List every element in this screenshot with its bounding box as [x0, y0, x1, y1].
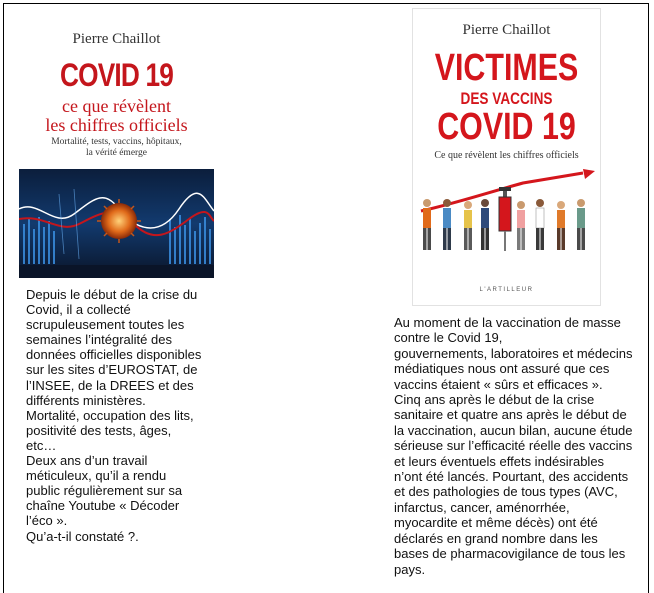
- text-line: infarctus, cancer, aménorrhée,: [394, 499, 570, 515]
- text-line: la vaccination, aucun bilan, aucune étude: [394, 422, 633, 438]
- text-line: Depuis le début de la crise du: [26, 287, 198, 302]
- book1-subtitle-line1: ce que révèlent: [62, 96, 171, 116]
- text-line: etc…: [26, 437, 57, 453]
- book1-description: [26, 287, 216, 544]
- book1-tagline-line1: Mortalité, tests, vaccins, hôpitaux,: [51, 137, 182, 147]
- text-line: Mortalité, occupation des lits,: [26, 407, 194, 423]
- book1-author: Pierre Chaillot: [72, 31, 161, 47]
- text-line: vaccins étaient « sûrs et efficaces ».: [394, 376, 603, 392]
- book1-subtitle-line2: les chiffres officiels: [45, 115, 188, 135]
- book1-tagline-line2: la vérité émerge: [85, 148, 147, 158]
- book2-description: [394, 315, 644, 577]
- text-line: sérieuse sur l’efficacité réelle des vaccins: [394, 438, 633, 454]
- text-line: Covid, il a collecté: [26, 302, 131, 318]
- text-line: sur les sites d’EUROSTAT, de: [26, 362, 198, 378]
- text-line: semaines l’intégralité des: [26, 332, 172, 348]
- text-line: méticuleux, qu’il a rendu: [26, 468, 167, 484]
- text-line: l’éco ».: [26, 513, 68, 529]
- book2-publisher: L'ARTILLEUR: [479, 287, 534, 293]
- text-line: public régulièrement sur sa: [26, 483, 183, 499]
- book-cover-covid19[interactable]: [19, 17, 214, 278]
- text-line: gouvernements, laboratoires et médecins: [394, 345, 633, 361]
- book1-subtitle: [19, 97, 214, 135]
- book1-tagline: [19, 137, 214, 159]
- text-line: déclarés en grand nombre dans les: [394, 530, 598, 546]
- text-line: pays.: [394, 561, 426, 577]
- text-line: Deux ans d’un travail: [26, 453, 148, 469]
- book2-subtitle: Ce que révèlent les chiffres officiels: [434, 150, 579, 161]
- book2-title-line1: VICTIMES: [434, 47, 579, 89]
- text-line: données officielles disponibles: [26, 347, 202, 363]
- book2-author: Pierre Chaillot: [462, 22, 551, 38]
- text-line: différents ministères.: [26, 392, 146, 408]
- book2-title-line3: COVID 19: [437, 106, 576, 148]
- virus-data-illustration: [19, 169, 214, 278]
- text-line: et leurs éventuels effets indésirables: [394, 453, 605, 469]
- text-line: contre le Covid 19,: [394, 330, 503, 346]
- text-line: Cinq ans après le début de la crise: [394, 392, 595, 408]
- text-line: et des pathologies de tous types (AVC,: [394, 484, 618, 500]
- text-line: n’ont été lancés. Pourtant, des accidents: [394, 469, 629, 485]
- text-line: l’INSEE, de la DREES et des: [26, 377, 194, 393]
- text-line: Au moment de la vaccination de masse: [394, 315, 621, 330]
- text-line: Qu’a-t-il constaté ?.: [26, 528, 139, 544]
- book2-title-line2: DES VACCINS: [460, 89, 553, 108]
- text-line: positivité des tests, âges,: [26, 422, 172, 438]
- text-line: bases de pharmacovigilance de tous les: [394, 546, 626, 562]
- book-cover-victimes-vaccins[interactable]: [412, 8, 601, 306]
- text-line: médiatiques nous ont assuré que ces: [394, 361, 610, 377]
- text-line: scrupuleusement toutes les: [26, 317, 185, 333]
- people-syringe-illustration: [413, 169, 600, 269]
- book1-title: COVID 19: [59, 57, 174, 93]
- text-line: chaîne Youtube « Décoder: [26, 498, 180, 514]
- text-line: myocardite et même décès) ont été: [394, 515, 598, 531]
- text-line: sanitaire et quatre ans après le début de: [394, 407, 627, 423]
